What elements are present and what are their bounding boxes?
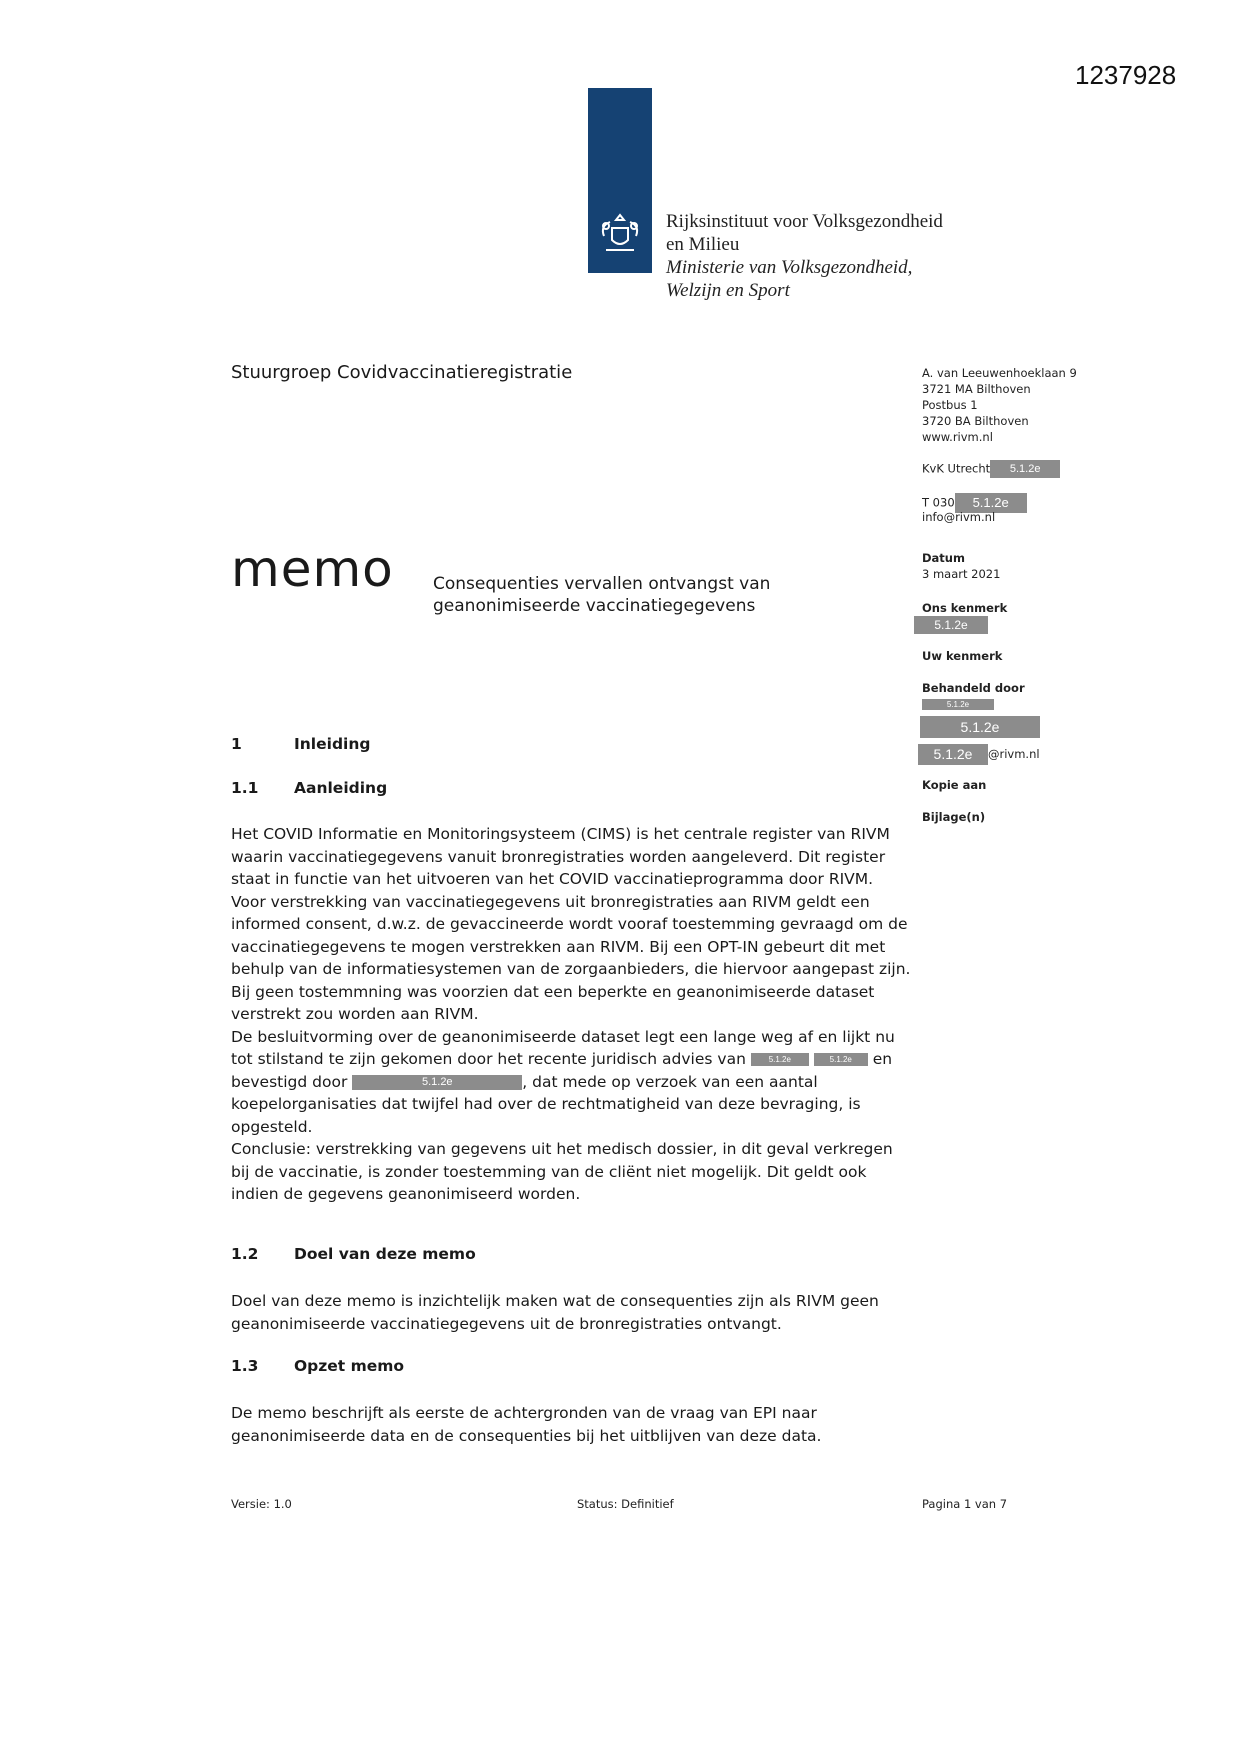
address-line-3: Postbus 1 <box>922 398 978 412</box>
section-heading-1-2 <box>231 1245 476 1263</box>
section-title: Aanleiding <box>294 779 388 797</box>
datum-value: 3 maart 2021 <box>922 567 1001 581</box>
address-line-1: A. van Leeuwenhoeklaan 9 <box>922 366 1077 380</box>
section-heading-1-1 <box>231 779 387 797</box>
redaction-box: 5.1.2e <box>751 1053 809 1066</box>
info-email: info@rivm.nl <box>922 510 996 524</box>
address-block <box>922 365 1077 445</box>
subject-line-2: geanonimiseerde vaccinatiegegevens <box>433 596 756 616</box>
section-number: 1.3 <box>231 1357 259 1375</box>
ons-kenmerk-block <box>922 600 1007 634</box>
section-heading-1 <box>231 735 370 753</box>
coat-of-arms-icon <box>592 206 648 262</box>
behandeld-door-label: Behandeld door <box>922 681 1025 695</box>
org-line-1: Rijksinstituut voor Volksgezondheid <box>666 211 943 232</box>
section-1-1-body <box>231 823 911 1206</box>
redaction-box: 5.1.2e <box>352 1075 522 1090</box>
redaction-box: 5.1.2e <box>914 616 988 634</box>
memo-title: memo <box>231 540 394 598</box>
bijlage-label: Bijlage(n) <box>922 810 986 824</box>
organisation-name <box>666 210 943 302</box>
paragraph: De memo beschrijft als eerste de achtergronden van de vraag van EPI naar geanonimiseerde data en de consequenties bij het uitblijven van deze data. <box>231 1404 822 1445</box>
paragraph-with-redactions: De besluitvorming over de geanonimiseerde dataset legt een lange weg af en lijkt nu tot stilstand te zijn gekomen door het recente juridisch advies van 5.1.2e 5.1.2e en bevestigd door 5.1.2e , dat mede op verzoek van een aantal koepelorganisaties dat twijfel had over de rechtmatigheid van deze bevraging, is opgesteld. <box>231 1027 895 1136</box>
redaction-box: 5.1.2e <box>922 699 994 710</box>
section-number: 1 <box>231 735 242 753</box>
paragraph: Conclusie: verstrekking van gegevens uit het medisch dossier, in dit geval verkregen bij de vaccinatie, is zonder toestemming van de cliënt niet mogelijk. Dit geldt ook indien de gegevens geanonimiseerd worden. <box>231 1140 893 1203</box>
section-number: 1.2 <box>231 1245 259 1263</box>
ons-kenmerk-label: Ons kenmerk <box>922 601 1008 615</box>
website: www.rivm.nl <box>922 430 993 444</box>
phone-label: T 030 <box>922 495 955 510</box>
redaction-box: 5.1.2e <box>918 744 988 765</box>
paragraph: Doel van deze memo is inzichtelijk maken wat de consequenties zijn als RIVM geen geanonimiseerde vaccinatiegegevens uit de bronregistraties ontvangt. <box>231 1292 879 1333</box>
datum-label: Datum <box>922 551 965 565</box>
footer-status: Status: Definitief <box>577 1497 674 1511</box>
subject-line-1: Consequenties vervallen ontvangst van <box>433 574 771 594</box>
paragraph: Voor verstrekking van vaccinatiegegevens uit bronregistraties aan RIVM geldt een informed consent, d.w.z. de gevaccineerde wordt vooraf toestemming gevraagd om de vaccinatiegegevens te mogen verstrekken aan RIVM. Bij een OPT-IN gebeurt dit met behulp van de informatiesystemen van de zorgaanbieders, die hiervoor aangepast zijn. Bij geen tostemmning was voorzien dat een beperkte en geanonimiseerde dataset verstrekt zou worden aan RIVM. <box>231 892 911 1023</box>
paragraph: Het COVID Informatie en Monitoringsysteem (CIMS) is het centrale register van RIVM waarin vaccinatiegegevens vanuit bronregistraties worden aangeleverd. Dit register staat in functie van het uitvoeren van het COVID vaccinatieprogramma door RIVM. <box>231 825 890 888</box>
section-title: Doel van deze memo <box>294 1245 476 1263</box>
footer-version: Versie: 1.0 <box>231 1497 292 1511</box>
kvk-line <box>922 460 1060 478</box>
redaction-box: 5.1.2e <box>814 1053 868 1066</box>
addressee: Stuurgroep Covidvaccinatieregistratie <box>231 362 573 383</box>
datum-block <box>922 550 1000 582</box>
kvk-label: KvK Utrecht <box>922 461 991 476</box>
uw-kenmerk-label: Uw kenmerk <box>922 649 1003 663</box>
section-1-2-body <box>231 1290 911 1335</box>
behandeld-door-block <box>922 680 1040 765</box>
kopie-aan-label: Kopie aan <box>922 778 987 792</box>
section-heading-1-3 <box>231 1357 404 1375</box>
document-id: 1237928 <box>1075 60 1177 90</box>
footer-page: Pagina 1 van 7 <box>922 1497 1008 1511</box>
org-line-4: Welzijn en Sport <box>666 280 790 301</box>
address-line-4: 3720 BA Bilthoven <box>922 414 1029 428</box>
redaction-box: 5.1.2e <box>990 460 1060 478</box>
address-line-2: 3721 MA Bilthoven <box>922 382 1031 396</box>
memo-subject <box>433 573 833 617</box>
redaction-box: 5.1.2e <box>955 493 1027 513</box>
section-number: 1.1 <box>231 779 259 797</box>
section-title: Opzet memo <box>294 1357 405 1375</box>
rijksoverheid-logo-bar <box>588 88 652 273</box>
email-domain: @rivm.nl <box>988 747 1040 761</box>
org-line-3: Ministerie van Volksgezondheid, <box>666 257 913 278</box>
redaction-box: 5.1.2e <box>920 716 1040 738</box>
section-1-3-body <box>231 1402 911 1447</box>
org-line-2: en Milieu <box>666 234 740 255</box>
section-title: Inleiding <box>294 735 371 753</box>
